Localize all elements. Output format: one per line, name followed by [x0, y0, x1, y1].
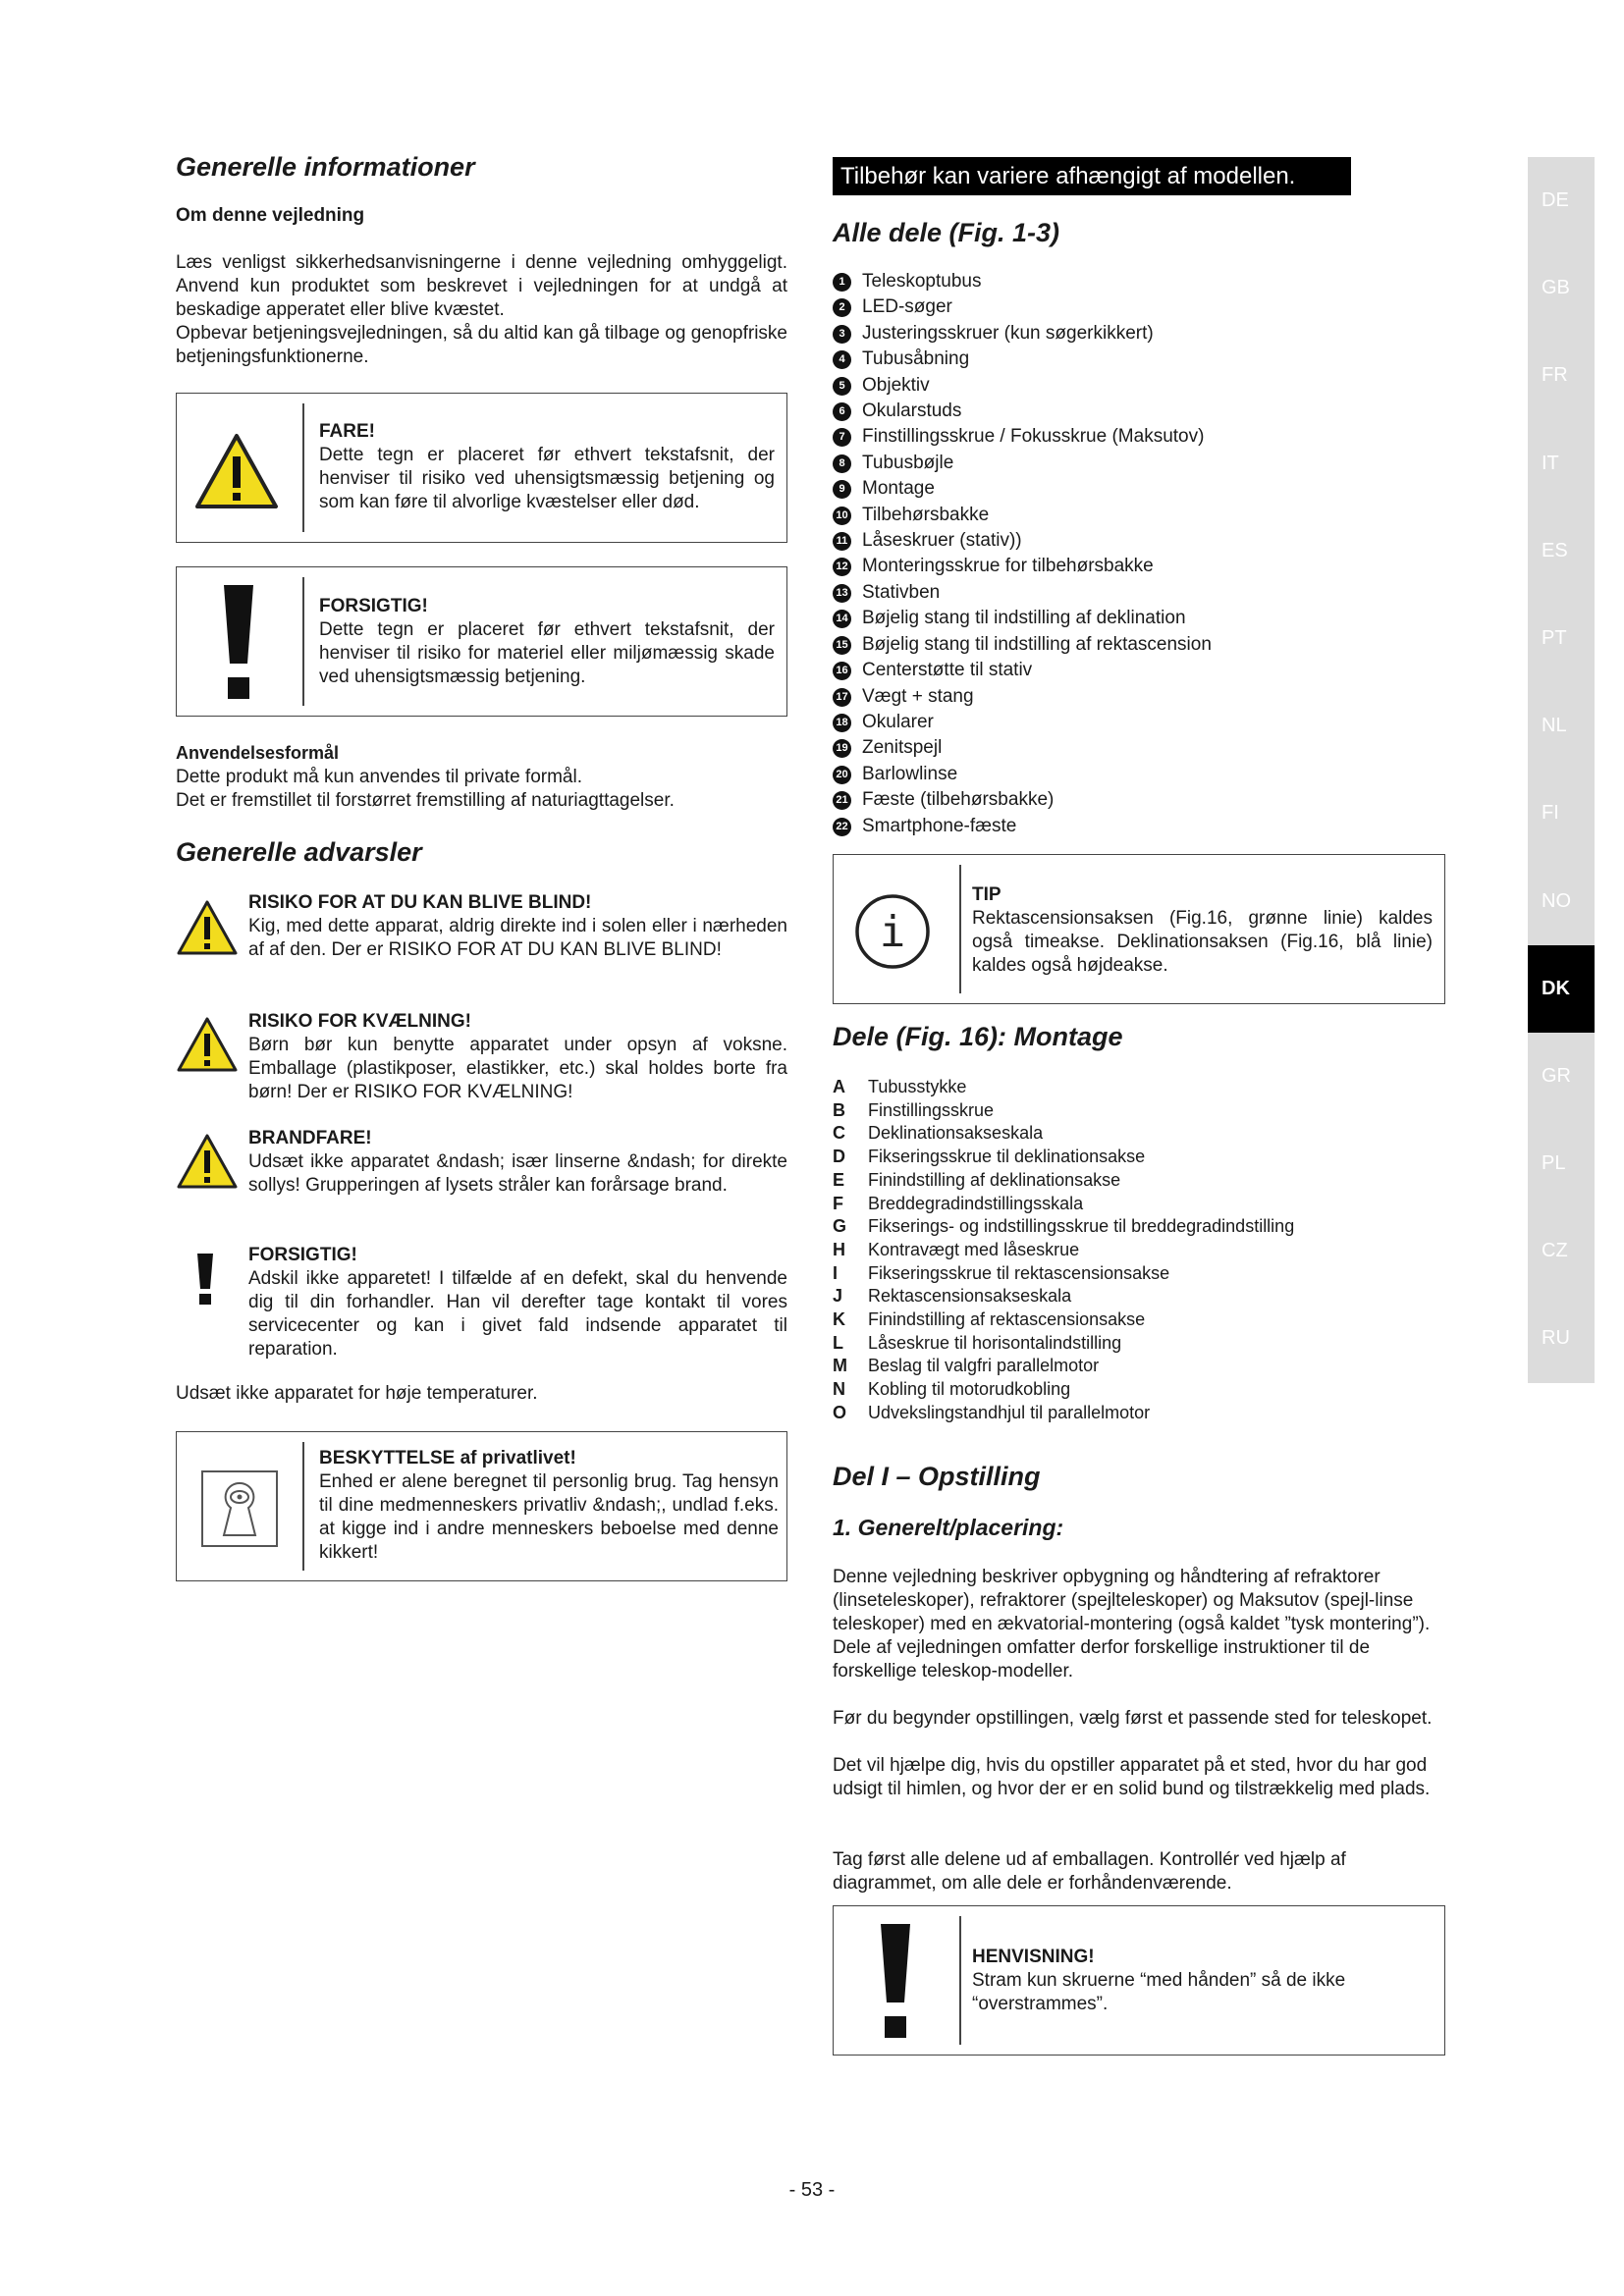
section-title-mount: Dele (Fig. 16): Montage	[833, 1022, 1123, 1051]
tip-box	[833, 854, 1445, 1004]
part-item	[833, 347, 1382, 372]
part-item	[833, 632, 1382, 658]
mount-part-item	[833, 1378, 1422, 1402]
about-text-2: Opbevar betjeningsvejledningen, så du altid kan gå tilbage og genopfriske betjeningsfunktionerne.	[176, 323, 787, 367]
exclamation-icon	[197, 1254, 213, 1309]
part-number-badge: 22	[833, 818, 851, 836]
tip-text: Rektascensionsaksen (Fig.16, grønne linie) kaldes også timeakse. Deklinationsaksen (Fig.16, blå linie) kaldes også højdeakse.	[972, 908, 1433, 976]
temperature-text: Udsæt ikke apparatet for høje temperaturer.	[176, 1383, 538, 1404]
part-label: Smartphone-fæste	[862, 815, 1017, 836]
about-text: Læs venligst sikkerhedsanvisningerne i denne vejledning omhyggeligt. Anvend kun produktet som beskrevet i vejledningen for at undgå at beskadige apperatet eller blive kvæstet.	[176, 252, 787, 320]
part-item	[833, 528, 1382, 554]
part-label: Finstillingsskrue / Fokusskrue (Maksutov)	[862, 426, 1205, 448]
part-item	[833, 424, 1382, 450]
part-label: Teleskoptubus	[862, 271, 982, 292]
language-tab-ru[interactable]: RU	[1528, 1295, 1595, 1382]
mount-part-item	[833, 1239, 1422, 1262]
caution-title: FORSIGTIG!	[319, 596, 428, 616]
caution-box	[176, 566, 787, 717]
purpose-heading: Anvendelsesformål	[176, 743, 340, 763]
language-tab-pl[interactable]: PL	[1528, 1120, 1595, 1207]
language-tab-fr[interactable]: FR	[1528, 332, 1595, 419]
setup-paragraph-3: Tag først alle delene ud af emballagen. Kontrollér ved hjælp af diagrammet, om alle dele er forhåndenværende.	[833, 1849, 1346, 1894]
note-box	[833, 1905, 1445, 2056]
mount-part-label: Deklinationsakseskala	[868, 1123, 1044, 1144]
note-title: HENVISNING!	[972, 1947, 1095, 1967]
mount-part-label: Fikserings- og indstillingsskrue til breddegradindstilling	[868, 1216, 1295, 1237]
part-label: Montage	[862, 478, 935, 500]
section-title-general: Generelle informationer	[176, 152, 475, 182]
exclamation-icon	[881, 1924, 910, 2043]
part-number-badge: 14	[833, 610, 851, 628]
mount-part-item	[833, 1169, 1422, 1193]
warning-fire-title: BRANDFARE!	[248, 1128, 372, 1148]
part-number-badge: 20	[833, 766, 851, 784]
mount-part-label: Tubusstykke	[868, 1077, 967, 1096]
right-column	[833, 157, 1445, 2052]
part-number-badge: 7	[833, 428, 851, 447]
part-item	[833, 658, 1382, 683]
language-tab-es[interactable]: ES	[1528, 507, 1595, 595]
mount-part-letter: M	[833, 1356, 847, 1376]
part-label: Tilbehørsbakke	[862, 504, 990, 525]
part-item	[833, 269, 1382, 294]
mount-part-letter: B	[833, 1099, 845, 1120]
mount-part-letter: H	[833, 1239, 845, 1259]
part-number-badge: 2	[833, 298, 851, 317]
left-column	[176, 152, 787, 1575]
mount-part-letter: C	[833, 1123, 845, 1144]
tip-title: TIP	[972, 884, 1001, 905]
privacy-title: BESKYTTELSE af privatlivet!	[319, 1448, 576, 1468]
mount-part-letter: G	[833, 1216, 847, 1237]
language-tab-fi[interactable]: FI	[1528, 770, 1595, 857]
caution-text: Dette tegn er placeret før ethvert tekstafsnit, der henviser til risiko for materiel eller miljømæssig skade ved uhensigtsmæssig betjening.	[319, 619, 775, 687]
mount-part-letter: N	[833, 1379, 845, 1400]
privacy-box	[176, 1431, 787, 1581]
part-label: Okularer	[862, 711, 934, 732]
section-title-parts: Alle dele (Fig. 1-3)	[833, 218, 1060, 247]
part-number-badge: 9	[833, 480, 851, 499]
mount-part-item	[833, 1332, 1422, 1356]
mount-part-label: Kontravægt med låseskrue	[868, 1239, 1080, 1259]
parts-list	[833, 269, 1382, 839]
part-label: Okularstuds	[862, 400, 962, 422]
part-item	[833, 476, 1382, 502]
part-item	[833, 684, 1382, 710]
about-heading: Om denne vejledning	[176, 205, 365, 226]
section-title-part1: Del I – Opstilling	[833, 1462, 1041, 1491]
part-number-badge: 3	[833, 325, 851, 344]
part-label: LED-søger	[862, 296, 952, 318]
mount-part-item	[833, 1215, 1422, 1239]
mount-part-item	[833, 1122, 1422, 1146]
language-tab-no[interactable]: NO	[1528, 858, 1595, 945]
part-label: Barlowlinse	[862, 763, 958, 784]
part-number-badge: 4	[833, 350, 851, 369]
part-item	[833, 606, 1382, 631]
info-icon	[853, 892, 932, 976]
part-number-badge: 6	[833, 402, 851, 421]
warning-choke-title: RISIKO FOR KVÆLNING!	[248, 1011, 471, 1032]
mount-part-label: Rektascensionsakseskala	[868, 1286, 1072, 1307]
part-number-badge: 19	[833, 739, 851, 758]
part-number-badge: 21	[833, 791, 851, 810]
part-item	[833, 580, 1382, 606]
part-item	[833, 503, 1382, 528]
mount-part-label: Breddegradindstillingsskala	[868, 1193, 1084, 1213]
mount-part-label: Kobling til motorudkobling	[868, 1379, 1071, 1400]
mount-part-item	[833, 1076, 1422, 1099]
part-item	[833, 294, 1382, 320]
mount-part-label: Fikseringsskrue til deklinationsakse	[868, 1147, 1146, 1167]
mount-part-item	[833, 1262, 1422, 1286]
part-label: Zenitspejl	[862, 737, 943, 759]
mount-part-item	[833, 1308, 1422, 1332]
warning-blind	[176, 891, 787, 989]
mount-part-item	[833, 1355, 1422, 1378]
danger-text: Dette tegn er placeret før ethvert tekstafsnit, der henviser til risiko ved uhensigtsmæssig betjening og som kan føre til alvorlige kvæstelser eller død.	[319, 445, 775, 512]
page-number: - 53 -	[788, 2179, 836, 2201]
mount-part-letter: K	[833, 1309, 845, 1330]
part-label: Objektiv	[862, 374, 930, 396]
warning-triangle-icon	[176, 1133, 239, 1195]
part-label: Stativben	[862, 581, 941, 603]
mount-part-label: Finindstilling af deklinationsakse	[868, 1169, 1121, 1190]
language-tab-gb[interactable]: GB	[1528, 244, 1595, 332]
part-label: Vægt + stang	[862, 685, 974, 707]
part-item	[833, 399, 1382, 424]
part-item	[833, 554, 1382, 579]
part-number-badge: 8	[833, 454, 851, 473]
part-number-badge: 1	[833, 273, 851, 292]
mount-part-item	[833, 1099, 1422, 1123]
part-label: Låseskruer (stativ))	[862, 530, 1022, 552]
purpose-line-2: Det er fremstillet til forstørret fremstilling af naturiagttagelser.	[176, 790, 675, 811]
setup-paragraph-2b: Det vil hjælpe dig, hvis du opstiller apparatet på et sted, hvor du har god udsigt til himlen, og hvor der er en solid bund og tilstrækkelig med plads.	[833, 1755, 1431, 1799]
note-text: Stram kun skruerne “med hånden” så de ikke “overstrammes”.	[972, 1970, 1346, 2014]
warning-blind-title: RISIKO FOR AT DU KAN BLIVE BLIND!	[248, 892, 592, 913]
mount-part-label: Finstillingsskrue	[868, 1099, 995, 1120]
part-label: Tubusbøjle	[862, 452, 954, 473]
mount-part-letter: L	[833, 1332, 843, 1353]
language-tab-de[interactable]: DE	[1528, 157, 1595, 244]
warning-choke	[176, 1010, 787, 1108]
language-tab-gr[interactable]: GR	[1528, 1033, 1595, 1120]
mount-part-letter: A	[833, 1077, 845, 1096]
part-label: Bøjelig stang til indstilling af deklination	[862, 608, 1186, 629]
part-number-badge: 11	[833, 532, 851, 551]
part-item	[833, 710, 1382, 735]
warning-fire-text: Udsæt ikke apparatet &ndash; især linserne &ndash; for direkte sollys! Grupperingen af lysets stråler kan forårsage brand.	[248, 1151, 787, 1196]
mount-part-item	[833, 1146, 1422, 1169]
part-item	[833, 735, 1382, 761]
part-number-badge: 13	[833, 584, 851, 603]
mount-part-item	[833, 1402, 1422, 1425]
part-number-badge: 17	[833, 688, 851, 707]
part-number-badge: 15	[833, 636, 851, 655]
part-number-badge: 18	[833, 714, 851, 732]
warning-blind-text: Kig, med dette apparat, aldrig direkte ind i solen eller i nærheden af af den. Der er RISIKO FOR AT DU KAN BLIVE BLIND!	[248, 916, 787, 960]
warning-triangle-icon	[176, 1016, 239, 1078]
part-label: Centerstøtte til stativ	[862, 660, 1033, 681]
part-label: Justeringsskruer (kun søgerkikkert)	[862, 322, 1154, 344]
part-label: Monteringsskrue for tilbehørsbakke	[862, 556, 1154, 577]
setup-paragraph-1: Denne vejledning beskriver opbygning og håndtering af refraktorer (linseteleskoper), refraktorer (spejlteleskoper) og Maksutov (spejl-linse teleskoper) med en ækvatorial-montering (også kaldet ”tysk montering”). Dele af vejledningen omfatter derfor forskellige instruktioner til de forskellige teleskop-modeller.	[833, 1567, 1431, 1682]
accessories-banner: Tilbehør kan variere afhængigt af modellen.	[833, 157, 1351, 195]
warning-triangle-icon	[194, 433, 279, 514]
mount-parts-list	[833, 1076, 1422, 1425]
warning-choke-text: Børn bør kun benytte apparatet under opsyn af voksne. Emballage (plastikposer, elastikker, etc.) skal holdes borte fra børn! Der er RISIKO FOR KVÆLNING!	[248, 1035, 787, 1102]
warning-fire	[176, 1127, 787, 1225]
part-item	[833, 451, 1382, 476]
mount-part-letter: J	[833, 1286, 843, 1307]
section-title-general-place: 1. Generelt/placering:	[833, 1515, 1064, 1540]
mount-part-item	[833, 1193, 1422, 1216]
warning-triangle-icon	[176, 899, 239, 961]
mount-part-letter: E	[833, 1169, 845, 1190]
mount-part-label: Finindstilling af rektascensionsakse	[868, 1309, 1146, 1330]
mount-part-letter: F	[833, 1193, 843, 1213]
part-number-badge: 12	[833, 558, 851, 576]
part-item	[833, 321, 1382, 347]
language-tab-pt[interactable]: PT	[1528, 595, 1595, 682]
language-tab-dk[interactable]: DK	[1528, 945, 1595, 1033]
part-number-badge: 10	[833, 507, 851, 525]
part-item	[833, 762, 1382, 787]
warning-disassemble	[176, 1244, 787, 1362]
mount-part-label: Låseskrue til horisontalindstilling	[868, 1332, 1122, 1353]
danger-title: FARE!	[319, 421, 375, 442]
mount-part-letter: D	[833, 1147, 845, 1167]
part-number-badge: 5	[833, 377, 851, 396]
part-item	[833, 787, 1382, 813]
part-item	[833, 814, 1382, 839]
mount-part-item	[833, 1285, 1422, 1308]
part-item	[833, 373, 1382, 399]
warning-disassemble-title: FORSIGTIG!	[248, 1245, 357, 1265]
danger-box	[176, 393, 787, 543]
language-tab-it[interactable]: IT	[1528, 420, 1595, 507]
svg-text:i: i	[879, 907, 906, 957]
part-number-badge: 16	[833, 662, 851, 680]
language-tab-nl[interactable]: NL	[1528, 682, 1595, 770]
mount-part-label: Fikseringsskrue til rektascensionsakse	[868, 1262, 1170, 1283]
warning-disassemble-text: Adskil ikke apparetet! I tilfælde af en defekt, skal du henvende dig til din forhandler. Han vil derefter tage kontakt til vores servicecenter og kan i givet fald indsende apparatet til reparation.	[248, 1268, 787, 1360]
mount-part-letter: I	[833, 1262, 839, 1283]
mount-part-label: Udvekslingstandhjul til parallelmotor	[868, 1402, 1151, 1422]
language-tab-cz[interactable]: CZ	[1528, 1207, 1595, 1295]
section-title-warnings: Generelle advarsler	[176, 837, 422, 867]
part-label: Fæste (tilbehørsbakke)	[862, 789, 1055, 811]
part-label: Bøjelig stang til indstilling af rektascension	[862, 633, 1212, 655]
setup-paragraph-2a: Før du begynder opstillingen, vælg først et passende sted for teleskopet.	[833, 1708, 1433, 1729]
language-tabs	[1528, 157, 1595, 1383]
privacy-keyhole-icon	[200, 1469, 279, 1553]
mount-part-label: Beslag til valgfri parallelmotor	[868, 1356, 1100, 1376]
mount-part-letter: O	[833, 1402, 847, 1422]
privacy-text: Enhed er alene beregnet til personlig brug. Tag hensyn til dine medmenneskers privatliv &ndash;, undlad f.eks. at kigge ind i andre menneskers beboelse med denne kikkert!	[319, 1471, 779, 1563]
part-label: Tubusåbning	[862, 348, 970, 370]
exclamation-icon	[224, 585, 253, 704]
purpose-line-1: Dette produkt må kun anvendes til private formål.	[176, 767, 582, 787]
